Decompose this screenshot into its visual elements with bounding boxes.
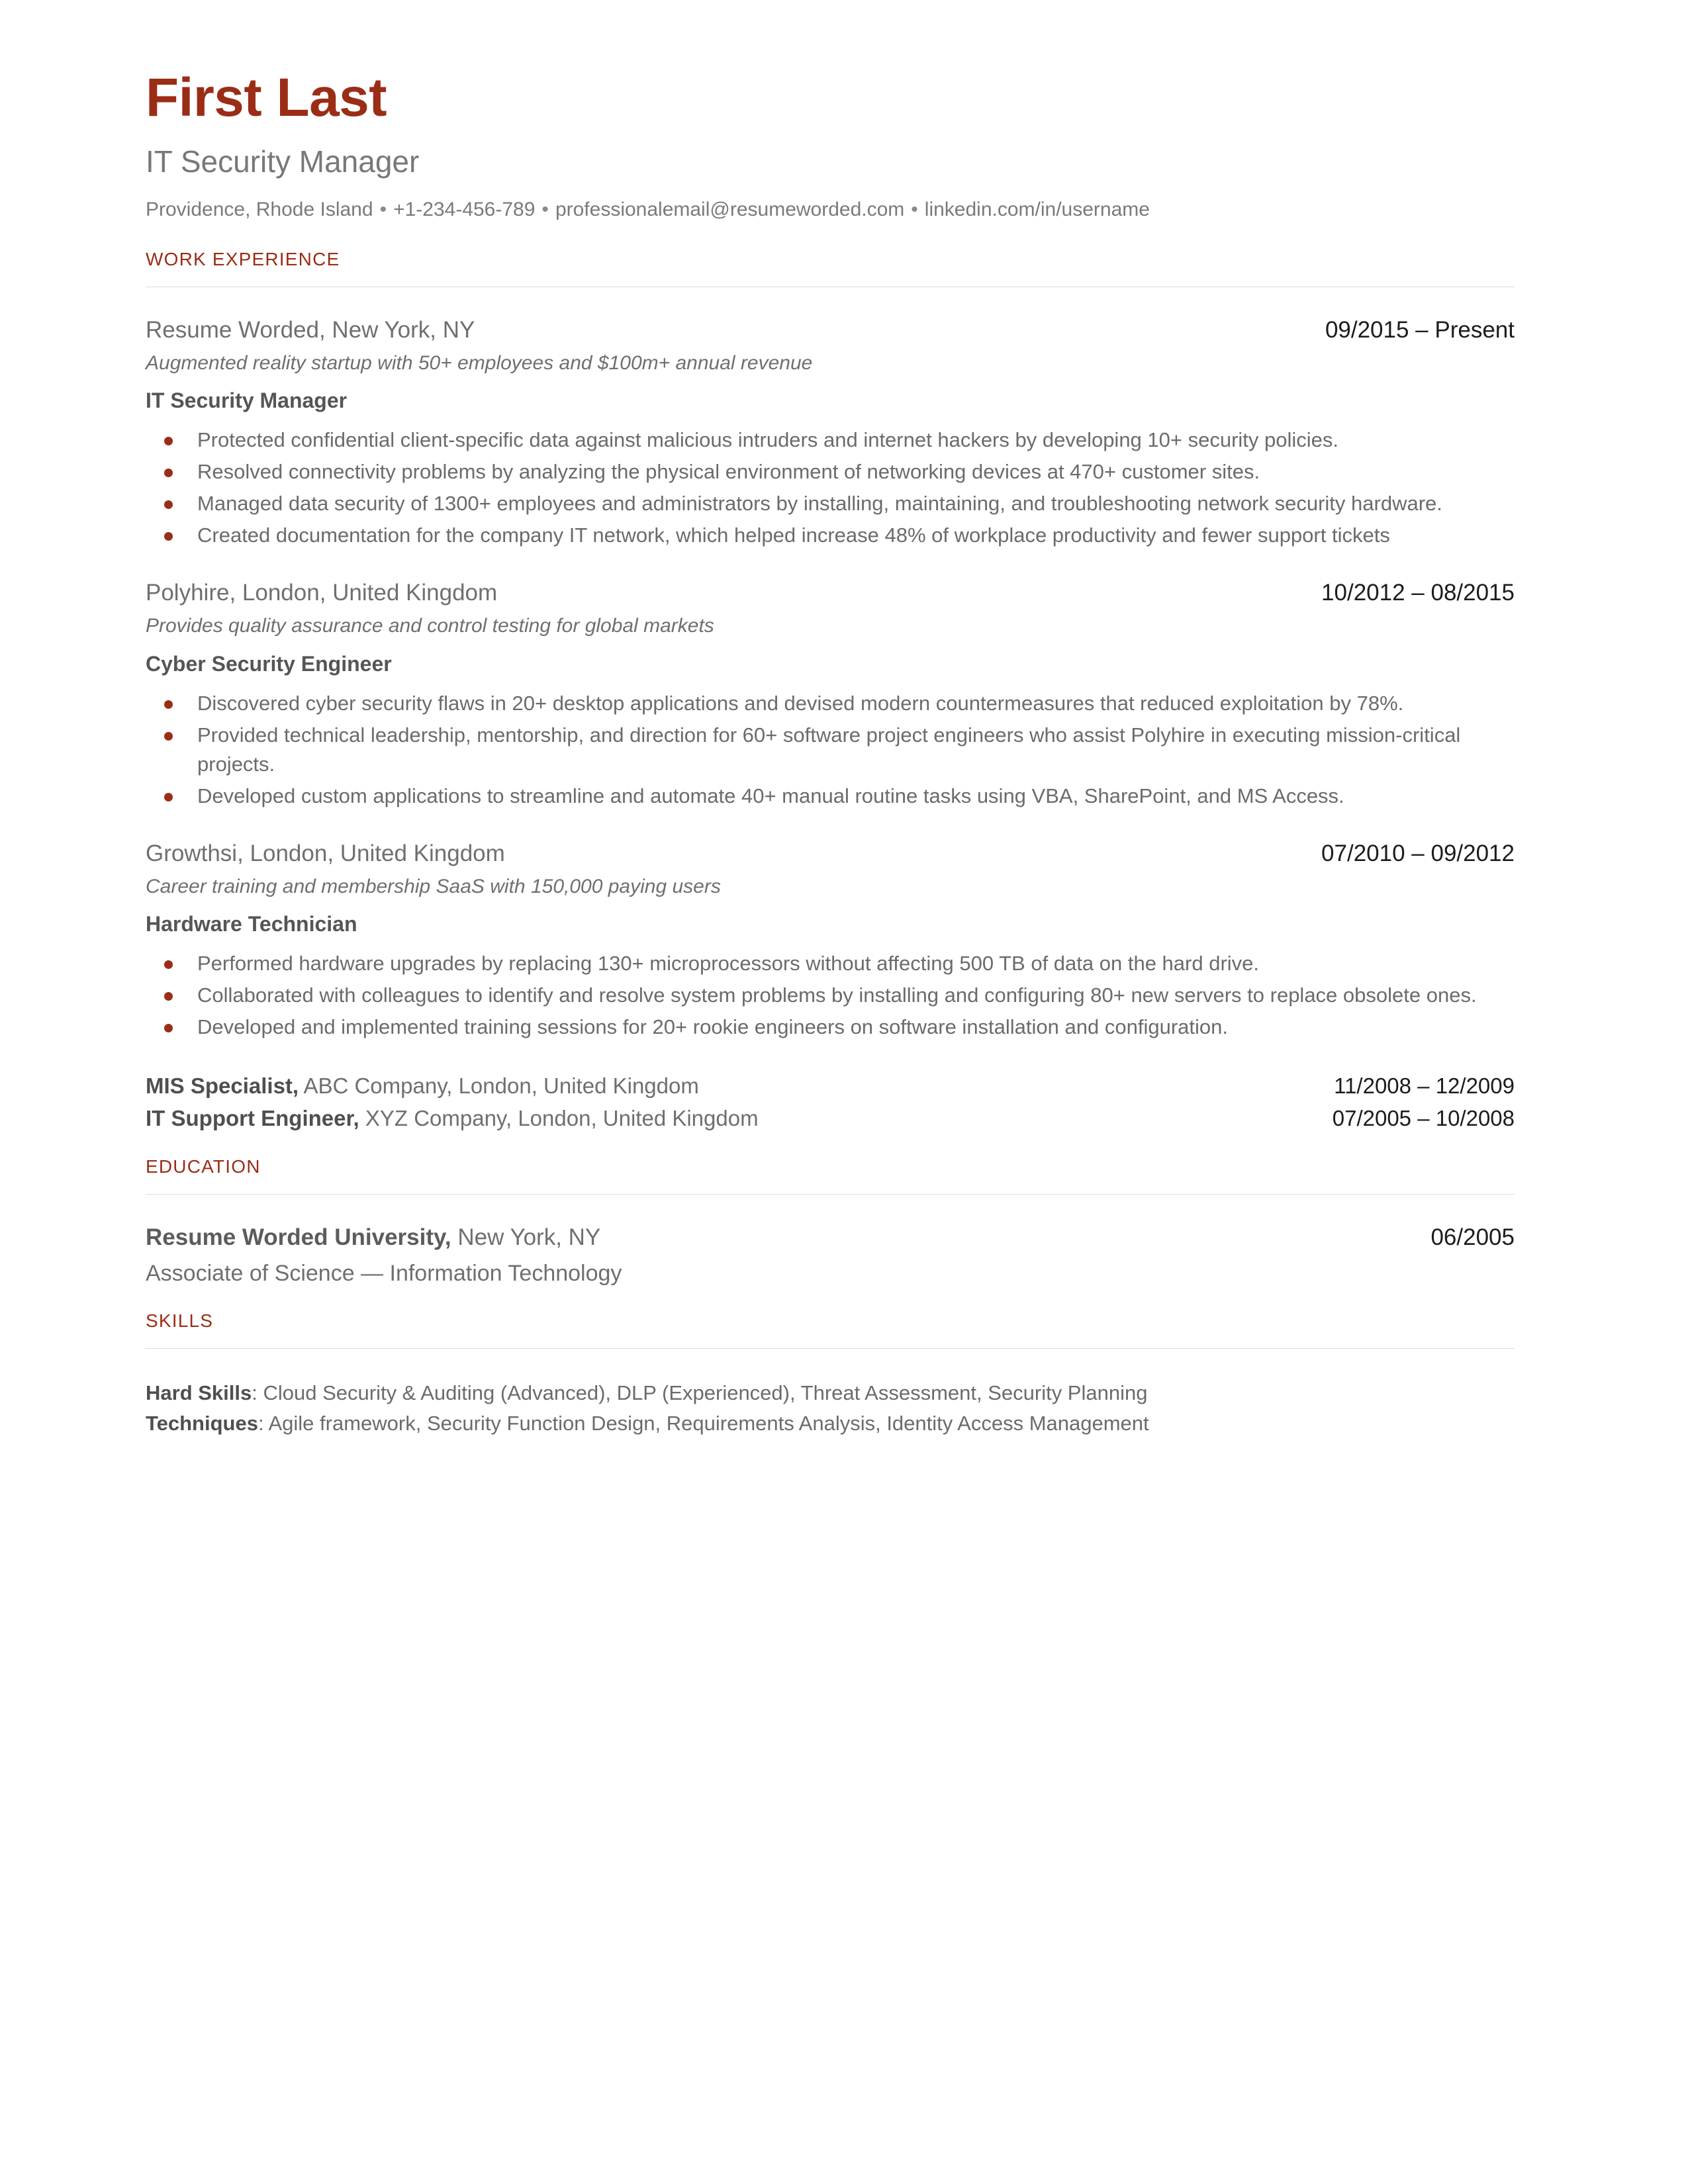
work-entry-role: IT Security Manager <box>146 388 348 413</box>
work-compact-entry <box>146 1072 1515 1101</box>
contact-phone: +1-234-456-789 <box>393 198 536 220</box>
education-date: 06/2005 <box>1430 1224 1515 1250</box>
education-entry <box>146 1224 1515 1288</box>
work-entry <box>146 579 1515 811</box>
work-entry <box>146 316 1515 551</box>
work-entry-date: 07/2010 – 09/2012 <box>1321 840 1515 866</box>
skills-list <box>146 1378 1515 1439</box>
work-entry-bullets <box>146 949 1515 1042</box>
candidate-headline: IT Security Manager <box>146 144 420 179</box>
contact-separator-icon: • <box>379 198 387 220</box>
work-entry-description: Career training and membership SaaS with 150,000 paying users <box>146 875 721 897</box>
work-entry-company: Resume Worded, New York, NY <box>146 316 475 343</box>
bullet-item: Developed custom applications to streamline and automate 40+ manual routine tasks using VBA, SharePoint, and MS Access. <box>146 782 1515 811</box>
section-title-skills: SKILLS <box>146 1310 214 1332</box>
skill-values: : Cloud Security & Auditing (Advanced), DLP (Experienced), Threat Assessment, Security Planning <box>252 1381 1148 1404</box>
work-compact-date: 11/2008 – 12/2009 <box>1334 1073 1515 1099</box>
work-entry-bullets <box>146 689 1515 811</box>
work-entry-date: 09/2015 – Present <box>1325 316 1515 343</box>
skill-values: : Agile framework, Security Function Design, Requirements Analysis, Identity Access Management <box>258 1412 1149 1435</box>
section-title-education: EDUCATION <box>146 1156 261 1177</box>
work-compact-title <box>146 1105 1333 1133</box>
bullet-item: Provided technical leadership, mentorship, and direction for 60+ software project engineers who assist Polyhire in executing mission-critical projects. <box>146 721 1515 779</box>
bullet-item: Developed and implemented training sessions for 20+ rookie engineers on software installation and configuration. <box>146 1013 1515 1042</box>
work-entry <box>146 840 1515 1042</box>
education-entry-header <box>146 1224 1515 1251</box>
work-entry-date: 10/2012 – 08/2015 <box>1321 580 1515 606</box>
work-compact-title <box>146 1072 1334 1101</box>
work-compact-company: XYZ Company, London, United Kingdom <box>359 1106 759 1131</box>
work-compact-date: 07/2005 – 10/2008 <box>1332 1106 1515 1131</box>
skill-line <box>146 1408 1515 1439</box>
work-compact-role: IT Support Engineer, <box>146 1106 359 1131</box>
work-compact-company: ABC Company, London, United Kingdom <box>299 1073 699 1099</box>
bullet-item: Managed data security of 1300+ employees and administrators by installing, maintaining, and troubleshooting network security hardware. <box>146 489 1515 518</box>
work-compact-role: MIS Specialist, <box>146 1073 299 1099</box>
bullet-item: Protected confidential client-specific data against malicious intruders and internet hackers by developing 10+ security policies. <box>146 426 1515 455</box>
contact-separator-icon: • <box>911 198 918 220</box>
work-compact-entry <box>146 1105 1515 1133</box>
education-degree: Associate of Science — Information Technology <box>146 1260 622 1286</box>
bullet-item: Collaborated with colleagues to identify and resolve system problems by installing and configuring 80+ new servers to replace obsolete ones. <box>146 981 1515 1010</box>
section-divider <box>146 1348 1515 1349</box>
contact-linkedin[interactable]: linkedin.com/in/username <box>924 198 1150 220</box>
work-entry-header <box>146 316 1515 344</box>
education-school <box>146 1224 1430 1251</box>
bullet-item: Resolved connectivity problems by analyzing the physical environment of networking devices at 470+ customer sites. <box>146 457 1515 486</box>
candidate-name: First Last <box>146 68 387 128</box>
work-entry-bullets <box>146 426 1515 550</box>
work-experience-list <box>146 316 1515 1133</box>
skill-label: Hard Skills <box>146 1381 252 1404</box>
work-entry-company: Growthsi, London, United Kingdom <box>146 840 505 866</box>
skill-label: Techniques <box>146 1412 258 1435</box>
work-entry-role: Hardware Technician <box>146 912 357 936</box>
work-entry-description: Provides quality assurance and control testing for global markets <box>146 615 714 637</box>
education-school-location: New York, NY <box>451 1224 601 1250</box>
work-entry-company: Polyhire, London, United Kingdom <box>146 580 498 606</box>
resume-header <box>146 69 1515 222</box>
education-school-name: Resume Worded University, <box>146 1224 451 1250</box>
bullet-item: Performed hardware upgrades by replacing 130+ microprocessors without affecting 500 TB of data on the hard drive. <box>146 949 1515 978</box>
skill-line <box>146 1378 1515 1409</box>
work-entry-header <box>146 840 1515 868</box>
work-entry-header <box>146 579 1515 607</box>
work-entry-description: Augmented reality startup with 50+ employees and $100m+ annual revenue <box>146 351 813 374</box>
bullet-item: Discovered cyber security flaws in 20+ desktop applications and devised modern countermeasures that reduced exploitation by 78%. <box>146 689 1515 718</box>
section-title-work-experience: WORK EXPERIENCE <box>146 249 340 270</box>
contact-separator-icon: • <box>541 198 549 220</box>
work-entry-role: Cyber Security Engineer <box>146 651 392 676</box>
contact-line <box>146 197 1515 222</box>
contact-location: Providence, Rhode Island <box>146 198 373 220</box>
work-compact-list <box>146 1072 1515 1133</box>
section-divider <box>146 1194 1515 1195</box>
contact-email[interactable]: professionalemail@resumeworded.com <box>555 198 905 220</box>
bullet-item: Created documentation for the company IT network, which helped increase 48% of workplace productivity and fewer support tickets <box>146 521 1515 550</box>
